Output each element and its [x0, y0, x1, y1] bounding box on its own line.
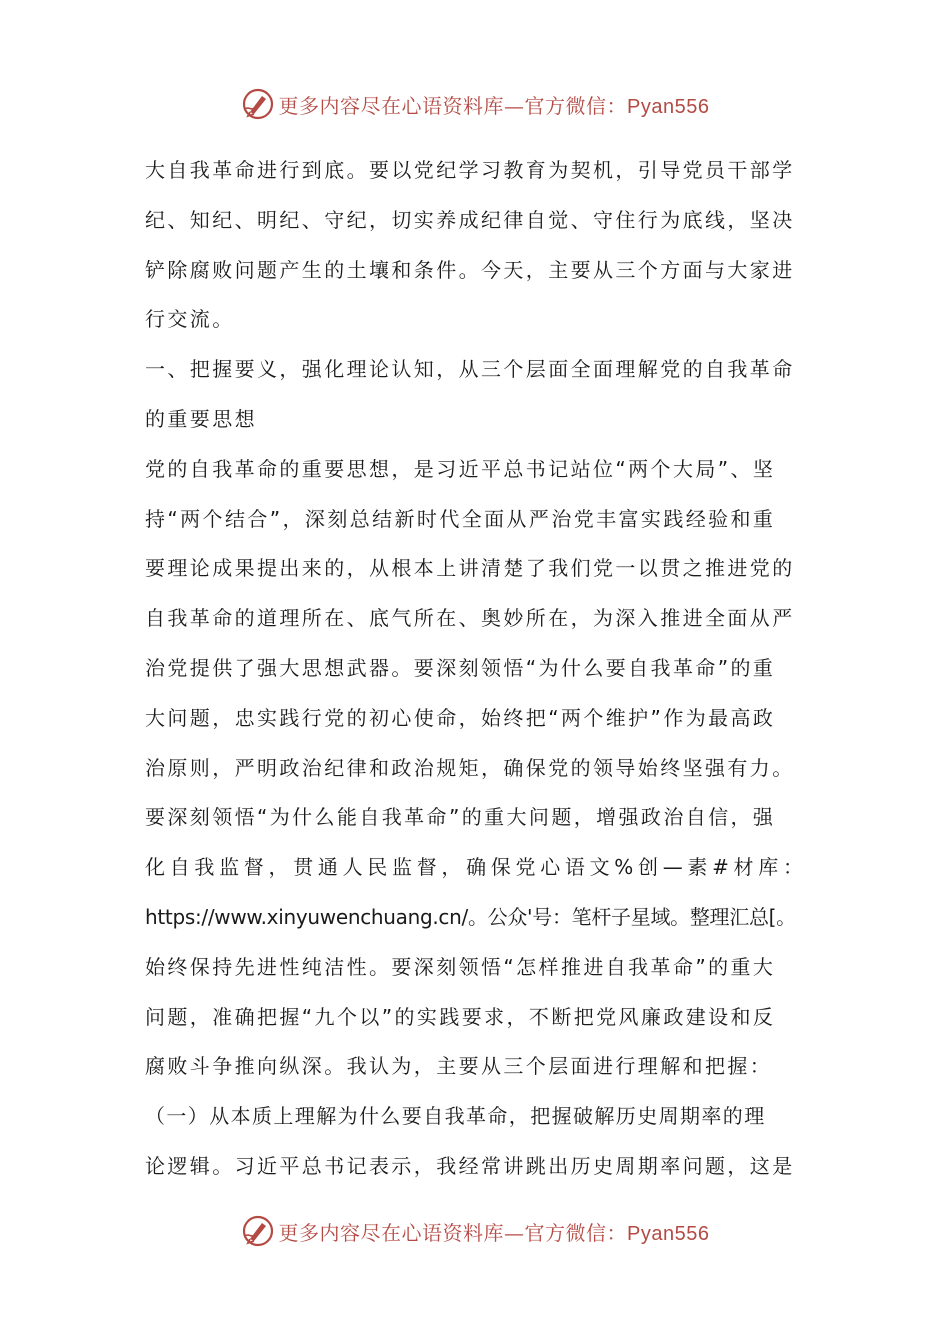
text-line: 要理论成果提出来的，从根本上讲清楚了我们党一以贯之推进党的	[145, 556, 795, 581]
pen-logo-icon	[241, 87, 275, 121]
banner-contact: Pyan556	[627, 95, 710, 118]
document-body	[145, 151, 810, 1197]
text-line: 治原则，严明政治纪律和政治规矩，确保党的领导始终坚强有力。	[145, 755, 795, 780]
text-line: 要深刻领悟“为什么能自我革命”的重大问题，增强政治自信，强	[145, 805, 776, 830]
text-line: 问题，准确把握“九个以”的实践要求，不断把党风廉政建设和反	[145, 1004, 776, 1029]
text-line: 治党提供了强大思想武器。要深刻领悟“为什么要自我革命”的重	[145, 655, 776, 680]
text-line: 大自我革命进行到底。要以党纪学习教育为契机，引导党员干部学	[145, 158, 795, 182]
section-heading-line: 的重要思想	[145, 406, 257, 431]
text-line: 行交流。	[145, 307, 235, 332]
header-banner	[0, 84, 950, 124]
url-line: https://www.xinyuwenchuang.cn/。公众'号：笔杆子星域。整理汇总[。	[145, 904, 796, 929]
banner-contact: Pyan556	[627, 1222, 710, 1245]
text-line: 化自我监督，贯通人民监督，确保党心语文%创—素#材库：	[145, 855, 808, 880]
text-line: 论逻辑。习近平总书记表示，我经常讲跳出历史周期率问题，这是	[145, 1153, 795, 1178]
banner-text	[279, 90, 710, 119]
banner-label: 更多内容尽在心语资料库—官方微信：	[278, 1220, 628, 1245]
section-heading-line: 一、把握要义，强化理论认知，从三个层面全面理解党的自我革命	[145, 357, 795, 382]
text-line: 持“两个结合”，深刻总结新时代全面从严治党丰富实践经验和重	[145, 506, 776, 531]
footer-banner	[0, 1211, 950, 1251]
pen-logo-icon	[241, 1214, 275, 1248]
text-line: 自我革命的道理所在、底气所在、奥妙所在，为深入推进全面从严	[145, 606, 795, 631]
banner-text	[279, 1217, 710, 1246]
banner-label: 更多内容尽在心语资料库—官方微信：	[278, 93, 628, 118]
text-line: 纪、知纪、明纪、守纪，切实养成纪律自觉、守住行为底线，坚决	[145, 207, 795, 232]
text-line: 腐败斗争推向纵深。我认为，主要从三个层面进行理解和把握：	[145, 1054, 773, 1079]
text-line: 党的自我革命的重要思想，是习近平总书记站位“两个大局”、坚	[145, 456, 776, 481]
text-line: 大问题，忠实践行党的初心使命，始终把“两个维护”作为最高政	[145, 705, 776, 730]
text-line: 始终保持先进性纯洁性。要深刻领悟“怎样推进自我革命”的重大	[145, 954, 776, 979]
subsection-heading-line: （一）从本质上理解为什么要自我革命，把握破解历史周期率的理	[145, 1104, 766, 1129]
text-line: 铲除腐败问题产生的土壤和条件。今天，主要从三个方面与大家进	[145, 257, 795, 282]
